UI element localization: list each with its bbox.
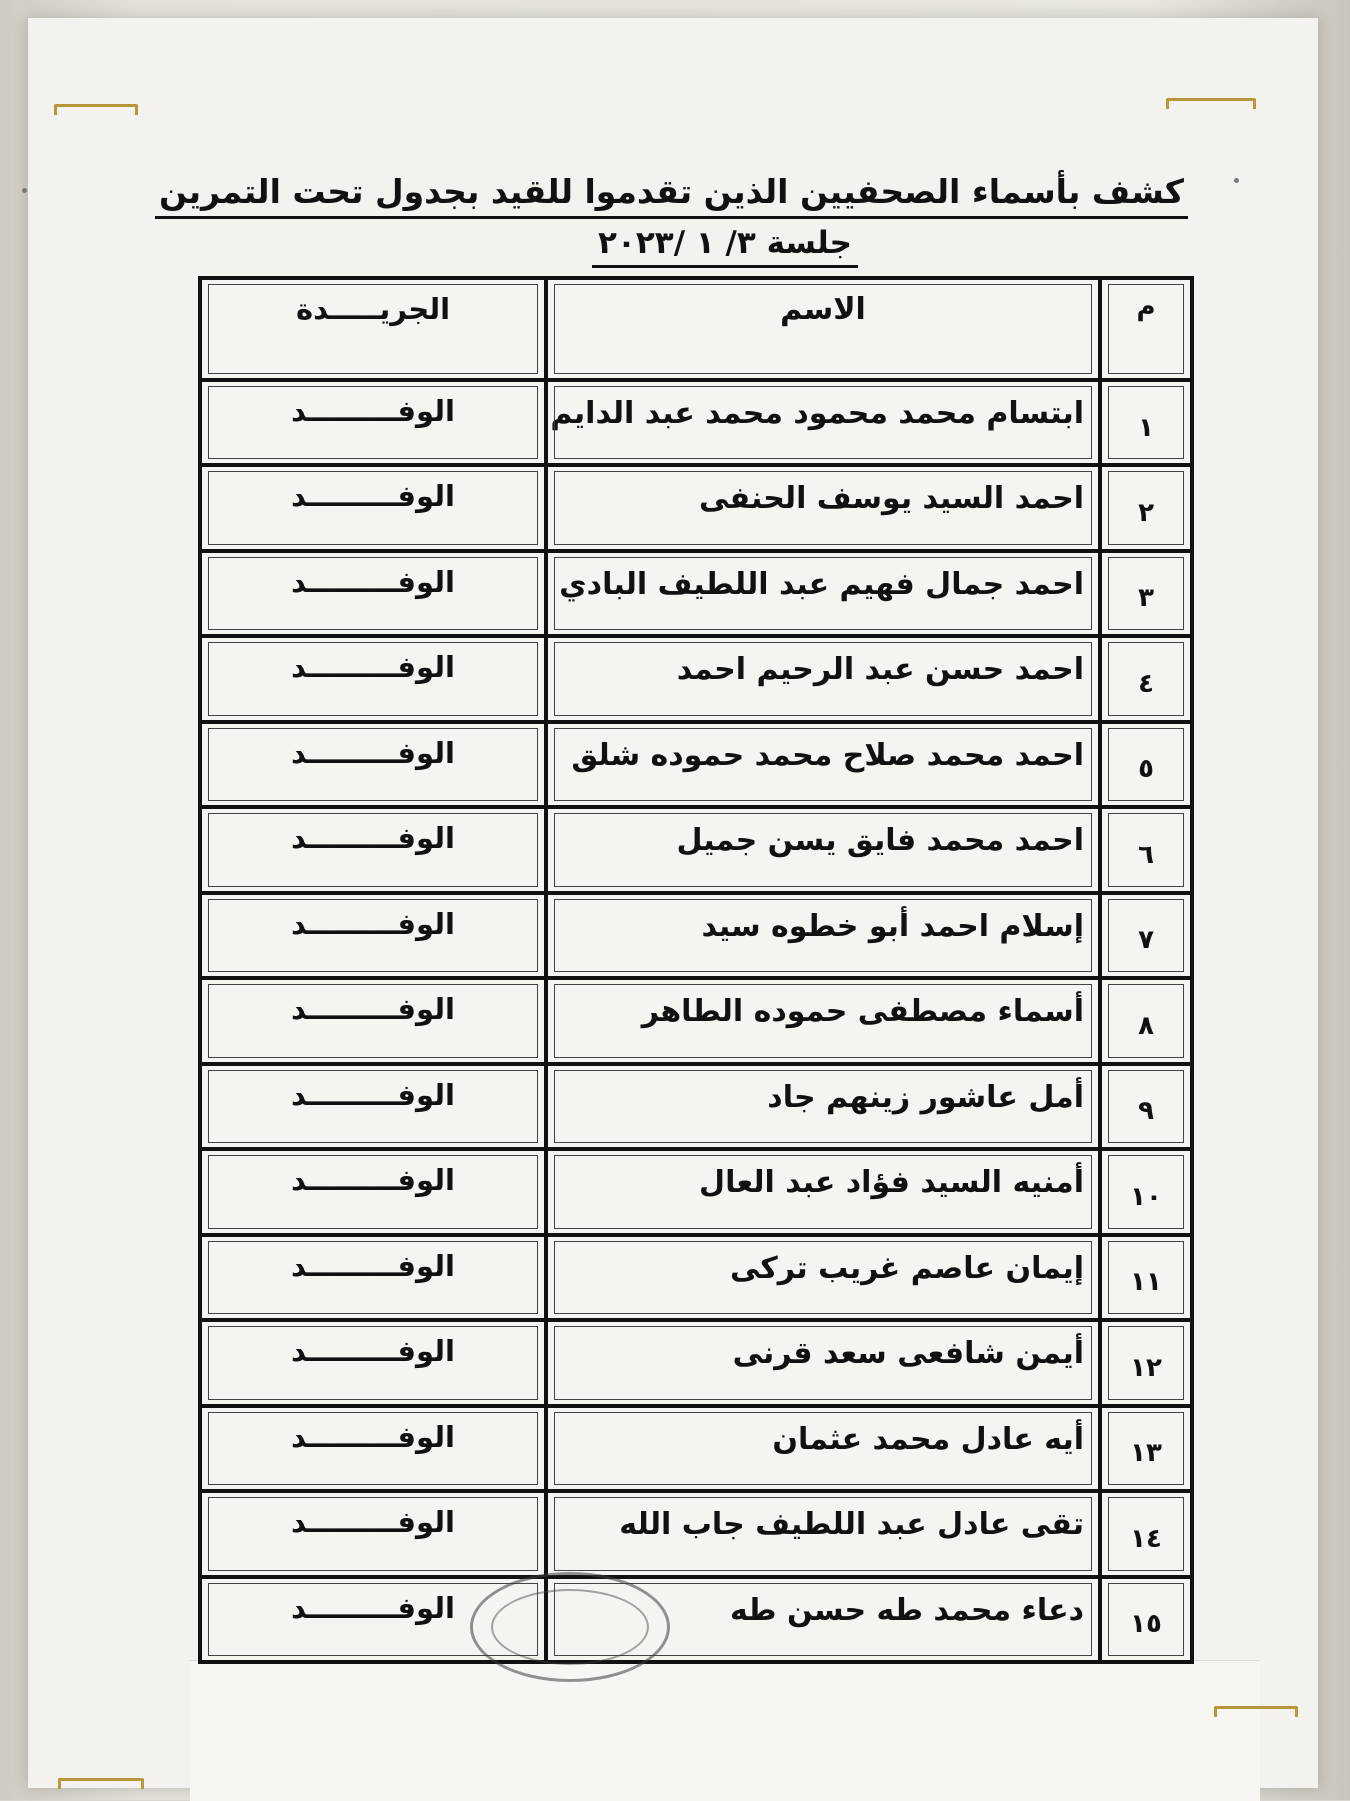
- staple-icon: [1214, 1706, 1298, 1717]
- table-row: [202, 382, 1190, 467]
- staple-icon: [1166, 98, 1256, 109]
- row-number: ١٣: [1098, 1408, 1190, 1489]
- row-name: احمد محمد صلاح محمد حموده شلق: [544, 724, 1098, 805]
- row-number: ١٥: [1098, 1579, 1190, 1660]
- row-name: إسلام احمد أبو خطوه سيد: [544, 895, 1098, 976]
- row-number: ١: [1098, 382, 1190, 463]
- row-number: ٩: [1098, 1066, 1190, 1147]
- row-newspaper: الوفـــــــــد: [202, 638, 544, 719]
- table-row: [202, 1066, 1190, 1151]
- row-newspaper: الوفـــــــــد: [202, 553, 544, 634]
- row-number: ٧: [1098, 895, 1190, 976]
- names-table: [198, 276, 1194, 1664]
- row-newspaper: الوفـــــــــد: [202, 809, 544, 890]
- table-row: [202, 638, 1190, 723]
- table-header-row: [202, 280, 1190, 382]
- seal-stamp: [470, 1572, 670, 1682]
- row-number: ٦: [1098, 809, 1190, 890]
- header-newspaper: الجريـــــدة: [202, 280, 544, 378]
- row-number: ٨: [1098, 980, 1190, 1061]
- row-newspaper: الوفـــــــــد: [202, 467, 544, 548]
- row-newspaper: الوفـــــــــد: [202, 1066, 544, 1147]
- row-newspaper: الوفـــــــــد: [202, 724, 544, 805]
- row-name: أيمن شافعى سعد قرنى: [544, 1322, 1098, 1403]
- row-name: أمل عاشور زينهم جاد: [544, 1066, 1098, 1147]
- row-newspaper: الوفـــــــــد: [202, 980, 544, 1061]
- row-newspaper: الوفـــــــــد: [202, 1579, 544, 1660]
- row-name: ابتسام محمد محمود محمد عبد الدايم: [544, 382, 1098, 463]
- row-number: ٤: [1098, 638, 1190, 719]
- row-name: احمد السيد يوسف الحنفى: [544, 467, 1098, 548]
- row-name: دعاء محمد طه حسن طه: [544, 1579, 1098, 1660]
- table-row: [202, 809, 1190, 894]
- row-number: ١٤: [1098, 1493, 1190, 1574]
- row-name: احمد محمد فايق يسن جميل: [544, 809, 1098, 890]
- header-name: الاسم: [544, 280, 1098, 378]
- table-row: [202, 724, 1190, 809]
- row-newspaper: الوفـــــــــد: [202, 1151, 544, 1232]
- table-row: [202, 895, 1190, 980]
- table-row: [202, 1408, 1190, 1493]
- table-row: [202, 1493, 1190, 1578]
- document-heading: [158, 170, 1188, 268]
- underlying-sheet: [190, 1660, 1260, 1801]
- punch-hole-icon: [1234, 178, 1239, 183]
- row-newspaper: الوفـــــــــد: [202, 895, 544, 976]
- row-newspaper: الوفـــــــــد: [202, 1322, 544, 1403]
- row-number: ١٢: [1098, 1322, 1190, 1403]
- row-number: ٥: [1098, 724, 1190, 805]
- row-name: إيمان عاصم غريب تركى: [544, 1237, 1098, 1318]
- row-name: أيه عادل محمد عثمان: [544, 1408, 1098, 1489]
- row-name: تقى عادل عبد اللطيف جاب الله: [544, 1493, 1098, 1574]
- table-row: [202, 1237, 1190, 1322]
- row-name: أمنيه السيد فؤاد عبد العال: [544, 1151, 1098, 1232]
- header-number: م: [1098, 280, 1190, 378]
- table-row: [202, 553, 1190, 638]
- table-row: [202, 980, 1190, 1065]
- row-number: ١٠: [1098, 1151, 1190, 1232]
- row-name: احمد حسن عبد الرحيم احمد: [544, 638, 1098, 719]
- staple-icon: [58, 1778, 144, 1789]
- row-newspaper: الوفـــــــــد: [202, 1237, 544, 1318]
- staple-icon: [54, 104, 138, 115]
- row-number: ٢: [1098, 467, 1190, 548]
- table-row: [202, 1151, 1190, 1236]
- row-number: ٣: [1098, 553, 1190, 634]
- document-title: كشف بأسماء الصحفيين الذين تقدموا للقيد بجدول تحت التمرين: [155, 170, 1188, 219]
- row-name: أسماء مصطفى حموده الطاهر: [544, 980, 1098, 1061]
- row-number: ١١: [1098, 1237, 1190, 1318]
- row-name: احمد جمال فهيم عبد اللطيف البادي: [544, 553, 1098, 634]
- row-newspaper: الوفـــــــــد: [202, 382, 544, 463]
- punch-hole-icon: [22, 188, 27, 193]
- row-newspaper: الوفـــــــــد: [202, 1493, 544, 1574]
- table-row: [202, 467, 1190, 552]
- row-newspaper: الوفـــــــــد: [202, 1408, 544, 1489]
- session-date: جلسة ٣/ ١ /٢٠٢٣: [592, 223, 858, 268]
- table-row: [202, 1579, 1190, 1660]
- table-row: [202, 1322, 1190, 1407]
